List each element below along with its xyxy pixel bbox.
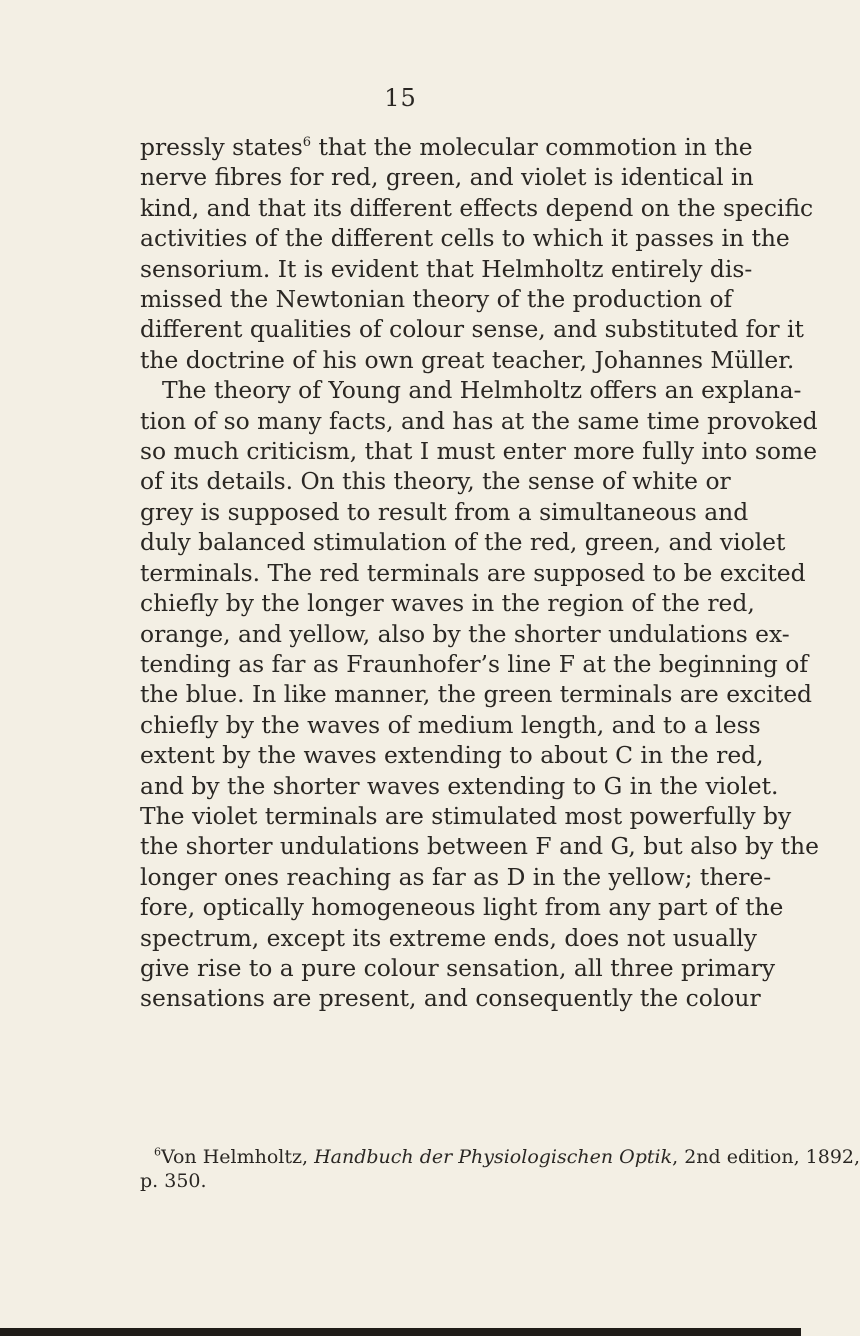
- footnote-author: Von Helmholtz,: [161, 1146, 315, 1168]
- text-line: The violet terminals are stimulated most powerfully by: [140, 801, 792, 830]
- text-line: chiefly by the waves of medium length, and to a less: [140, 710, 761, 739]
- footnote: [140, 1145, 860, 1193]
- bottom-edge-bar: [0, 1328, 801, 1336]
- body-text: [140, 132, 819, 1014]
- text-line: tending as far as Fraunhofer’s line F at the beginning of: [140, 649, 808, 678]
- text-line: give rise to a pure colour sensation, all three primary: [140, 953, 776, 982]
- footnote-page-ref: p. 350.: [140, 1170, 207, 1192]
- footnote-edition: , 2nd edition, 1892,: [672, 1146, 860, 1168]
- text-line: pressly states$^6$ that the molecular commotion in the: [140, 133, 753, 161]
- text-line: sensorium. It is evident that Helmholtz entirely dis-: [140, 254, 753, 283]
- text-line: longer ones reaching as far as D in the yellow; there-: [140, 862, 772, 891]
- text-line: spectrum, except its extreme ends, does not usually: [140, 923, 757, 952]
- text-line: tion of so many facts, and has at the same time provoked: [140, 406, 818, 435]
- footnote-reference[interactable]: 6: [302, 135, 312, 151]
- text-line: terminals. The red terminals are supposed to be excited: [140, 558, 806, 587]
- text-line: missed the Newtonian theory of the production of: [140, 285, 733, 314]
- text-line: the blue. In like manner, the green terminals are excited: [140, 680, 813, 709]
- text-line: nerve fibres for red, green, and violet is identical in: [140, 163, 754, 192]
- text-line: The theory of Young and Helmholtz offers an explana-: [162, 376, 802, 405]
- text-line: different qualities of colour sense, and substituted for it: [140, 315, 804, 344]
- footnote-line: [140, 1145, 860, 1169]
- text-line: duly balanced stimulation of the red, green, and violet: [140, 528, 786, 557]
- page-number: 15: [384, 84, 417, 112]
- text-line: of its details. On this theory, the sense of white or: [140, 467, 731, 496]
- text-line: sensations are present, and consequently the colour: [140, 984, 761, 1013]
- footnote-marker: 6: [154, 1145, 161, 1159]
- text-line: kind, and that its different effects depend on the specific: [140, 193, 814, 222]
- text-line: grey is supposed to result from a simultaneous and: [140, 497, 749, 526]
- text-line: extent by the waves extending to about C in the red,: [140, 741, 764, 770]
- text-line: fore, optically homogeneous light from any part of the: [140, 893, 784, 922]
- footnote-title: Handbuch der Physiologischen Optik: [314, 1146, 673, 1168]
- text-line: so much criticism, that I must enter more fully into some: [140, 437, 818, 466]
- text-line: the shorter undulations between F and G, but also by the: [140, 832, 819, 861]
- text-line: chiefly by the longer waves in the region of the red,: [140, 589, 755, 618]
- text-line: orange, and yellow, also by the shorter undulations ex-: [140, 619, 790, 648]
- text-line: activities of the different cells to which it passes in the: [140, 224, 790, 253]
- text-line: and by the shorter waves extending to G in the violet.: [140, 771, 779, 800]
- text-line: the doctrine of his own great teacher, Johannes Müller.: [140, 345, 795, 374]
